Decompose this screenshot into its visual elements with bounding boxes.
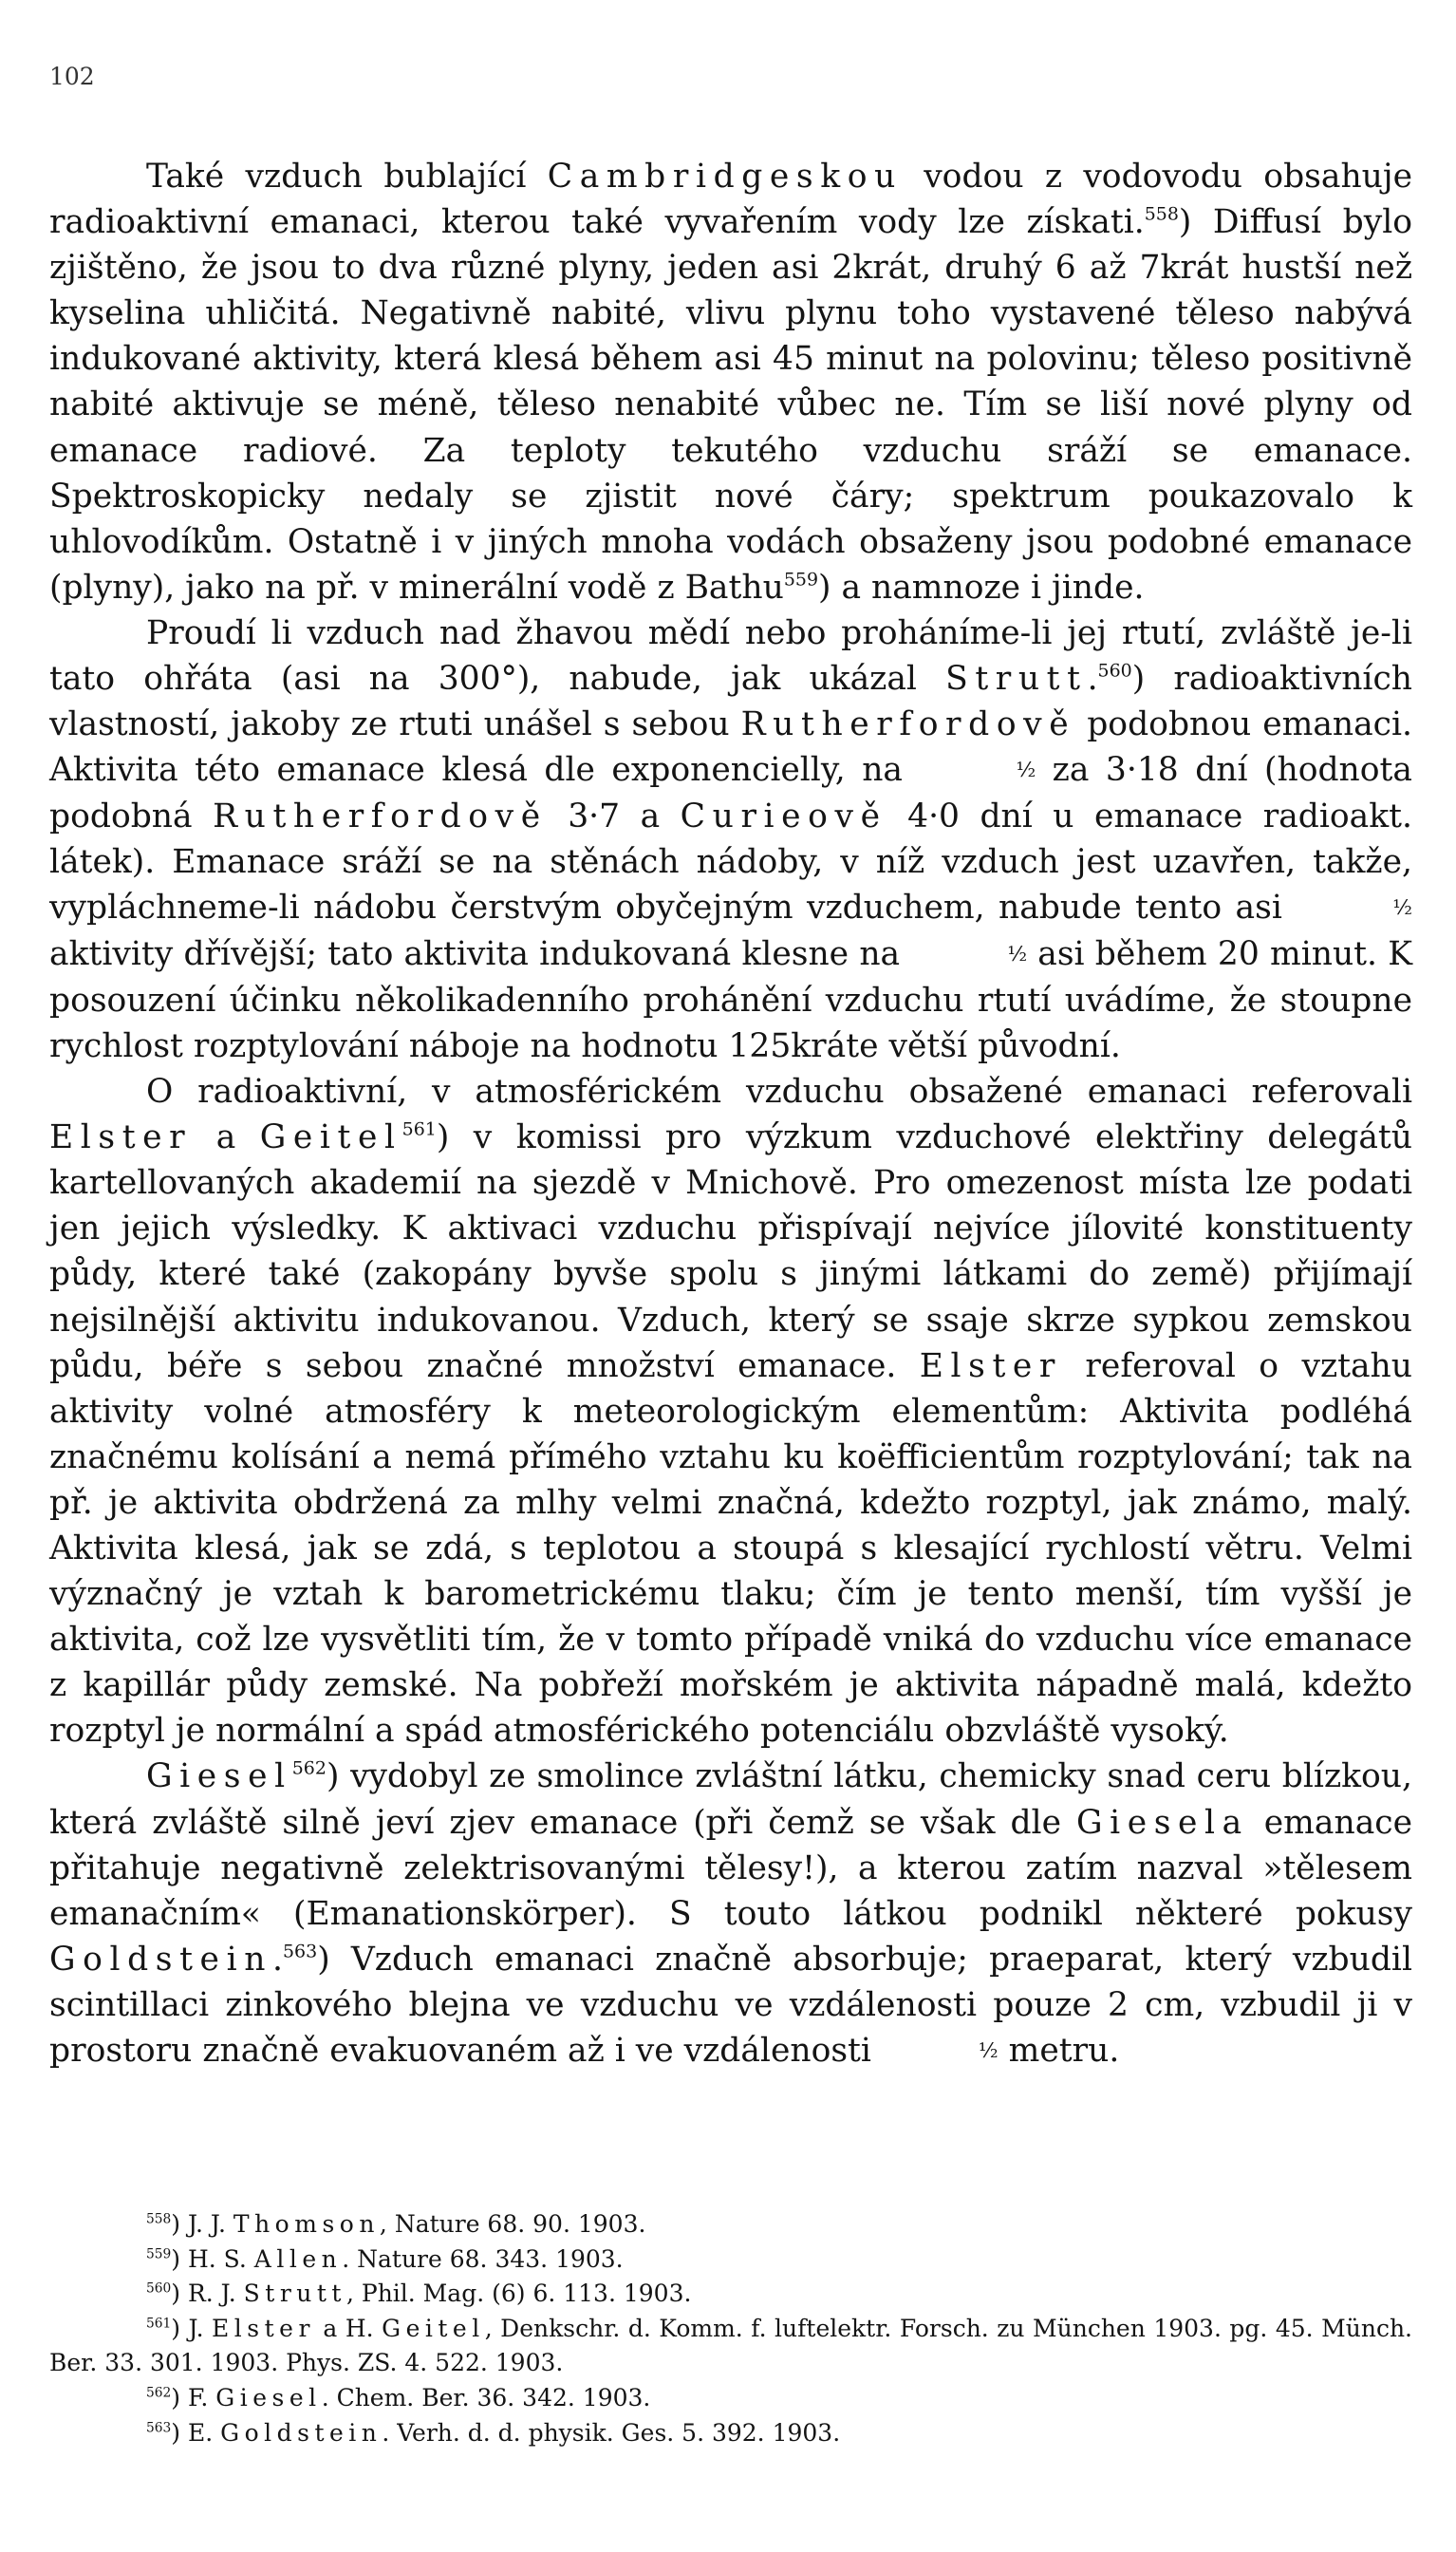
footnote-ref: 563 bbox=[282, 1941, 318, 1962]
author-name: Elster bbox=[49, 1118, 193, 1157]
author-name: Giesela bbox=[1075, 1803, 1249, 1842]
text-run: , Phil. Mag. (6) 6. 113. 1903. bbox=[345, 2280, 692, 2308]
footnote-ref: 560 bbox=[1097, 660, 1132, 682]
footnote-ref: 559 bbox=[783, 569, 819, 591]
paragraph bbox=[49, 1754, 1412, 2074]
footnote bbox=[49, 2207, 1412, 2242]
footnote bbox=[49, 2312, 1412, 2381]
paragraph bbox=[49, 610, 1412, 1069]
text-run: . Verh. d. d. physik. Ges. 5. 392. 1903. bbox=[382, 2418, 841, 2447]
footnote-ref: 559 bbox=[146, 2245, 172, 2261]
footnote bbox=[49, 2416, 1412, 2451]
fraction: ½ bbox=[1007, 942, 1028, 966]
author-name: Giesel bbox=[215, 2383, 322, 2411]
footnote-ref: 562 bbox=[291, 1758, 327, 1780]
text-run: , Nature 68. 90. 1903. bbox=[379, 2210, 646, 2238]
author-name: Geitel bbox=[382, 2314, 485, 2342]
author-name: Elster bbox=[212, 2314, 315, 2342]
author-name: Elster bbox=[919, 1346, 1063, 1385]
text-run: ) radioaktivních vlastností, jakoby ze rtuti unášel s sebou bbox=[49, 660, 1412, 744]
footnote bbox=[49, 2242, 1412, 2278]
fraction: ½ bbox=[978, 2038, 999, 2063]
text-run: aktivity dřívější; tato aktivita indukovaná klesne na bbox=[49, 935, 911, 974]
text-run: a bbox=[192, 1118, 260, 1157]
text-run: ) R. J. bbox=[171, 2280, 244, 2308]
page-number: 102 bbox=[49, 63, 95, 90]
footnotes bbox=[49, 2207, 1412, 2450]
fraction: ½ bbox=[1016, 758, 1036, 782]
paragraph bbox=[49, 1069, 1412, 1754]
text-run: podobnou emanaci. Aktivita této emanace klesá dle exponencielly, na bbox=[49, 705, 1413, 790]
author-name: Giesel bbox=[146, 1757, 292, 1796]
footnote-ref: 563 bbox=[146, 2419, 172, 2435]
text-run: ) Vzduch emanaci značně absorbuje; praeparat, který vzbudil scintillaci zinkového blejna ve vzduchu ve vzdálenosti pouze 2 cm, vzbudil ji v prostoru značně evakuovaném až i ve vzdálenosti bbox=[49, 1940, 1412, 2071]
text-run: asi během 20 minut. K posouzení účinku několikadenního prohánění vzduchu rtutí uvádíme, že stoupne rychlost rozptylování náboje na hodnotu 125kráte větší původní. bbox=[49, 935, 1412, 1065]
footnote bbox=[49, 2381, 1412, 2416]
author-name: Geitel bbox=[259, 1118, 402, 1157]
author-name: Goldstein bbox=[49, 1940, 272, 1979]
text-run: , Denkschr. d. Komm. f. luftelektr. Forsch. zu München 1903. pg. 45. Münch. Ber. 33. 301. 1903. Phys. ZS. 4. 522. 1903. bbox=[49, 2314, 1412, 2377]
text-run: vodou z vodovodu obsahuje radioaktivní emanaci, kterou také vyvařením vody lze získati. bbox=[49, 158, 1412, 242]
text-run: . bbox=[272, 1940, 283, 1979]
footnote bbox=[49, 2277, 1412, 2312]
text-run: emanace přitahuje negativně zelektrisovanými tělesy!), a kterou zatím nazval »tělesem emanačním« (Emanationskörper). S touto látkou podnikl některé pokusy bbox=[49, 1803, 1412, 1933]
text-run: ) v komissi pro výzkum vzduchové elektřiny delegátů kartellovaných akademií na sjezdě v Mnichově. Pro omezenost místa lze podati jen jejich výsledky. K aktivaci vzduchu přispívají nejvíce jílovité konstituenty půdy, které také (zakopány byvše spolu s jinými látkami do země) přijímají nejsilnější aktivitu indukovanou. Vzduch, který se ssaje skrze sypkou zemskou půdu, béře s sebou značné množství emanace. bbox=[49, 1118, 1412, 1385]
text-run: ) J. bbox=[171, 2314, 213, 2342]
text-run: ) F. bbox=[171, 2383, 216, 2411]
footnote-ref: 561 bbox=[146, 2316, 172, 2332]
text-run: O radioaktivní, v atmosférickém vzduchu obsažené emanaci referovali bbox=[146, 1073, 1412, 1112]
footnote-ref: 561 bbox=[401, 1118, 437, 1140]
text-run: Také vzduch bublající bbox=[146, 158, 548, 196]
author-name: Curieově bbox=[680, 798, 887, 836]
text-run: . bbox=[1087, 660, 1098, 699]
author-name: Strutt bbox=[945, 660, 1088, 699]
body-text bbox=[49, 154, 1412, 2074]
text-run: metru. bbox=[998, 2032, 1120, 2071]
author-name: Cambridgeskou bbox=[547, 158, 903, 196]
text-run: Proudí li vzduch nad žhavou mědí nebo proháníme-li jej rtutí, zvláště je-li tato ohřáta (asi na 300°), nabude, jak ukázal bbox=[49, 613, 1412, 699]
text-run: a H. bbox=[314, 2314, 383, 2342]
text-run: ) J. J. bbox=[171, 2210, 233, 2238]
paragraph bbox=[49, 154, 1412, 610]
text-run: ) Diffusí bylo zjištěno, že jsou to dva různé plyny, jeden asi 2krát, druhý 6 až 7krát hustší než kyselina uhličitá. Negativně nabité, vlivu plynu toho vystavené těleso nabývá indukované aktivity, která klesá během asi 45 minut na polovinu; těleso positivně nabité aktivuje se méně, těleso nenabité vůbec ne. Tím se liší nové plyny od emanace radiové. Za teploty tekutého vzduchu sráží se emanace. Spektroskopicky nedaly se zjistit nové čáry; spektrum poukazovalo k uhlovodíkům. Ostatně i v jiných mnoha vodách obsaženy jsou podobné emanace (plyny), jako na př. v minerální vodě z Bathu bbox=[49, 203, 1413, 607]
footnote-ref: 562 bbox=[146, 2385, 172, 2401]
text-run: ) vydobyl ze smolince zvláštní látku, chemicky snad ceru blízkou, která zvláště silně jeví zjev emanace (při čemž se však dle bbox=[49, 1757, 1412, 1842]
text-run: referoval o vztahu aktivity volné atmosféry k meteorologickým elementům: Aktivita podléhá značnému kolísání a nemá přímého vztahu ku koëfficientům rozptylování; tak na př. je aktivita obdržená za mlhy velmi značná, kdežto rozptyl, jak známo, malý. Aktivita klesá, jak se zdá, s teplotou a stoupá s klesající rychlostí větru. Velmi význačný je vztah k barometrickému tlaku; čím je tento menší, tím vyšší je aktivita, což lze vysvětliti tím, že v tomto případě vniká do vzduchu více emanace z kapillár půdy zemské. Na pobřeží mořském je aktivita nápadně malá, kdežto rozptyl je normální a spád atmosférického potenciálu obzvláště vysoký. bbox=[49, 1346, 1412, 1751]
text-run: . Nature 68. 343. 1903. bbox=[342, 2244, 624, 2273]
text-run: 3·7 a bbox=[547, 798, 681, 836]
text-run: ) H. S. bbox=[171, 2244, 254, 2273]
text-run: ) E. bbox=[171, 2418, 221, 2447]
footnote-ref: 558 bbox=[1144, 203, 1179, 225]
text-run: za 3·18 dní (hodnota podobná bbox=[49, 751, 1412, 836]
author-name: Rutherfordově bbox=[213, 798, 548, 836]
text-run: ) a namnoze i jinde. bbox=[818, 568, 1145, 607]
author-name: Rutherfordově bbox=[740, 705, 1076, 744]
author-name: Strutt bbox=[243, 2280, 346, 2308]
fraction: ½ bbox=[1392, 895, 1412, 920]
text-run: 4·0 dní u emanace radioakt. látek). Emanace sráží se na stěnách nádoby, v níž vzduch jest uzavřen, takže, vypláchneme-li nádobu čerstvým obyčejným vzduchem, nabude tento asi bbox=[49, 798, 1412, 928]
footnote-ref: 560 bbox=[146, 2280, 172, 2297]
footnote-ref: 558 bbox=[146, 2211, 172, 2227]
author-name: Thomson bbox=[233, 2210, 380, 2238]
text-run: . Chem. Ber. 36. 342. 1903. bbox=[321, 2383, 651, 2411]
author-name: Goldstein bbox=[220, 2418, 383, 2447]
author-name: Allen bbox=[253, 2244, 343, 2273]
